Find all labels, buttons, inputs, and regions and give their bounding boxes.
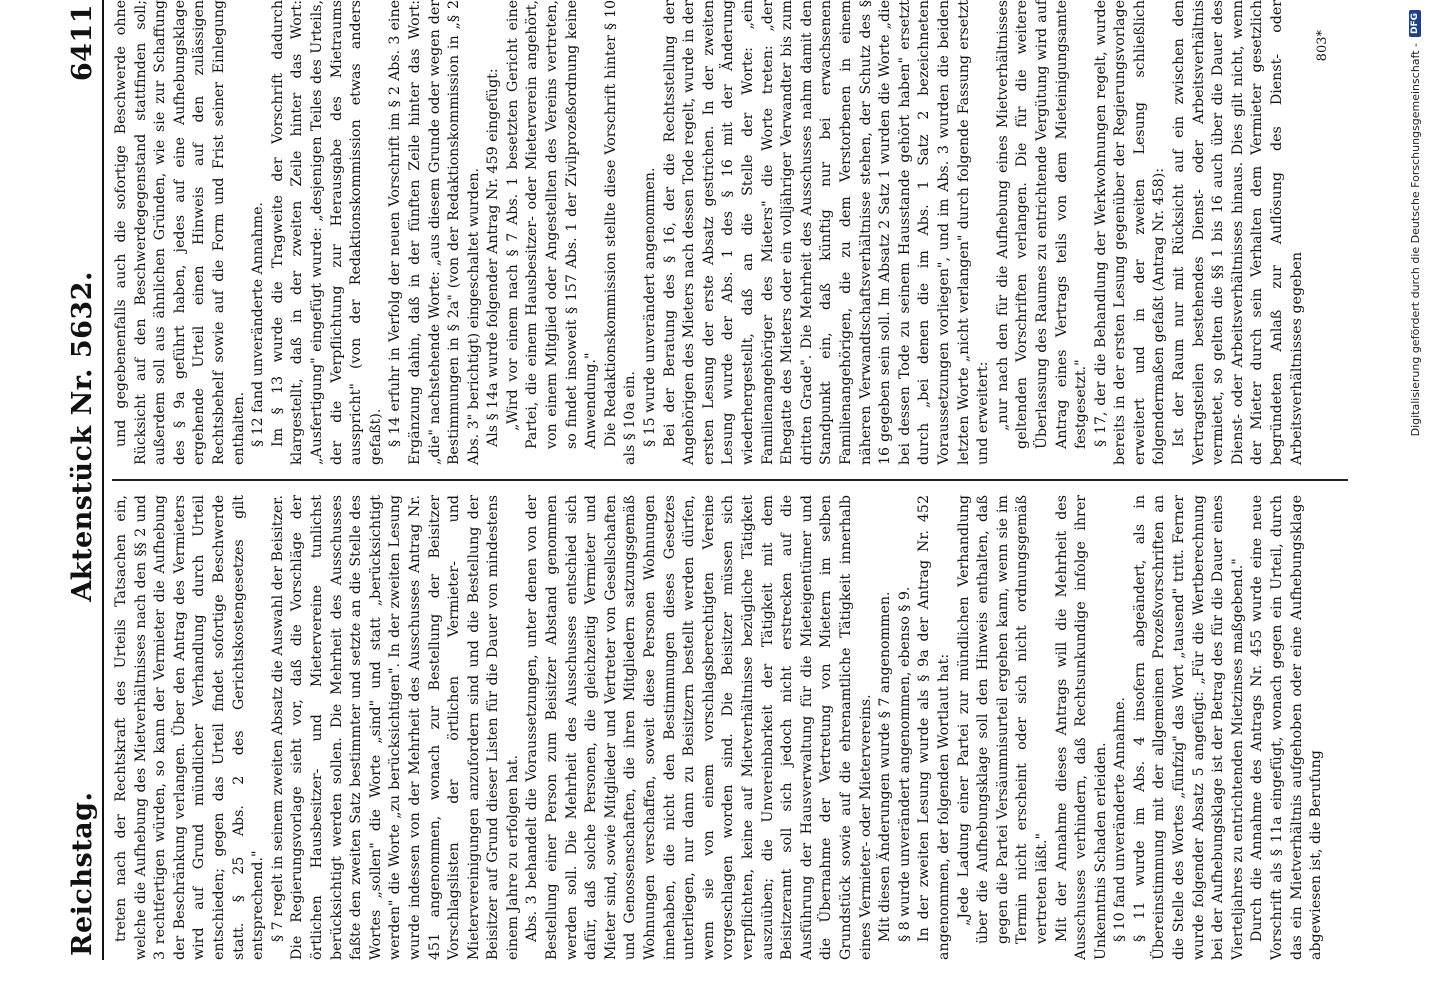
- paragraph: Abs. 3 behandelt die Voraussetzungen, unter denen von der Bestellung einer Person zum Beisitzer Abstand genommen werden soll. Die Mehrheit des Ausschusses entschied sich dafür, daß solche Personen, die gleichzeitig Vermieter und Mieter sind, sowie Mitglieder und Vertreter von Gesellschaften und Genossenschaften, die ihren Mitgliedern satzungsgemäß Wohnungen verschaffen, soweit diese Personen Wohnungen innehaben, die nicht den Bestimmungen dieses Gesetzes unterliegen, nur dann zu Beisitzern bestellt werden dürfen, wenn sie von einem vorschlagsberechtigten Vereine vorgeschlagen worden sind. Die Beisitzer müssen sich verpflichten, keine auf Mietverhältnisse bezügliche Tätigkeit auszuüben; die Unvereinbarkeit der Tätigkeit mit dem Beisitzeramt soll sich jedoch nicht erstrecken auf die Ausführung der Hausverwaltung für die Mieteigentümer und die Übernahme der Vertretung von Mietern im selben Grundstück sowie auf die ehrenamtliche Tätigkeit innerhalb eines Vermieter- oder Mietervereins.: [524, 495, 874, 960]
- paragraph: § 14 erfuhr in Verfolg der neuen Vorschrift im § 2 Abs. 3 eine Ergänzung dahin, daß in der fünften Zeile hinter das Wort: „die" nachstehende Worte: „aus diesem Grunde oder wegen der Bestimmungen in § 2a" (von der Redaktionskommission in „§ 2 Abs. 3" berichtigt) eingeschaltet wurden.: [387, 0, 482, 465]
- paragraph: § 7 regelt in seinem zweiten Absatz die Auswahl der Beisitzer. Die Regierungsvorlage sieht vor, daß die Vorschläge der örtlichen Hausbesitzer- und Mietervereine tunlichst berücksichtigt werden sollen. Die Mehrheit des Ausschusses faßte den zweiten Satz bestimmter und setzte an die Stelle des Wortes „sollen" die Worte „sind" und statt „berücksichtigt werden" die Worte „zu berücksichtigen". In der zweiten Lesung wurde indessen von der Mehrheit des Ausschusses Antrag Nr. 451 angenommen, wonach zur Bestellung der Beisitzer Vorschlagslisten der örtlichen Vermieter- und Mietervereinigungen anzufordern sind und die Bestellung der Beisitzer auf Grund dieser Listen für die Dauer von mindestens einem Jahre zu erfolgen hat.: [269, 495, 521, 960]
- paragraph: Bei der Beratung des § 16, der die Rechtsstellung der Angehörigen des Mieters nach dessen Tode regelt, wurde in der ersten Lesung der erste Absatz gestrichen. In der zweiten Lesung wurde der Abs. 1 des § 16 mit der Änderung wiederhergestellt, daß an die Stelle der Worte: „ein Familienangehöriger des Mieters" die Worte treten: „der Ehegatte des Mieters oder ein volljähriger Verwandter bis zum dritten Grade". Die Mehrheit des Ausschusses nahm damit den Standpunkt ein, daß künftig nur bei erwachsenen Familienangehörigen, die zu dem Verstorbenen in einem näheren Verwandtschaftsverhältnisse stehen, der Schutz des § 16 gegeben sein soll. Im Absatz 2 Satz 1 wurden die Worte „die bei dessen Tode zu seinem Hausstande gehört haben" ersetzt durch „bei denen die im Abs. 1 Satz 2 bezeichneten Voraussetzungen vorliegen", und im Abs. 3 wurden die beiden letzten Worte „nicht verlangen" durch folgende Fassung ersetzt und erweitert:: [661, 0, 992, 465]
- paragraph: „Wird vor einem nach § 7 Abs. 1 besetzten Gericht eine Partei, die einem Hausbesitzer- oder Mieterverein angehört, von einem Mitglied oder Angestellten des Vereins vertreten, so findet insoweit § 157 Abs. 1 der Zivilprozeßordnung keine Anwendung.": [504, 0, 600, 449]
- paragraph: Mit diesen Änderungen wurde § 7 angenommen.: [877, 591, 894, 942]
- paragraph: „Jede Ladung einer Partei zur mündlichen Verhandlung über die Aufhebungsklage soll den Hinweis enthalten, daß gegen die Partei Versäumnisurteil ergehen kann, wenn sie im Termin nicht erscheint oder sich nicht ordnungsgemäß vertreten läßt.": [955, 495, 1050, 944]
- paragraph: „nur nach den für die Aufhebung eines Mietverhältnisses geltenden Vorschriften verlangen. Die für die weitere Überlassung des Raumes zu entrichtende Vergütung wird auf Antrag eines Vertrags teils von dem Mieteinigungsamte festgesetzt.": [994, 0, 1090, 449]
- digitization-text: Digitalisierung gefördert durch die Deutsche Forschungsgemeinschaft -: [1408, 43, 1422, 437]
- paragraph: Ist der Raum nur mit Rücksicht auf ein zwischen den Vertragsteilen bestehendes Dienst- oder Arbeitsverhältnis vermietet, so gelten die §§ 1 bis 16 auch über die Dauer des Dienst- oder Arbeitsverhältnisses hinaus. Dies gilt nicht, wenn der Mieter durch sein Verhalten dem Vermieter gesetzlich begründeten Anlaß zur Auflösung des Dienst- oder Arbeitsverhältnisses gegeben: [1171, 0, 1305, 465]
- page-header: [60, 0, 104, 960]
- paragraph: § 15 wurde unverändert angenommen.: [642, 167, 659, 447]
- paragraph: Mit der Annahme dieses Antrags will die Mehrheit des Ausschusses verhindern, daß Rechtsunkundige infolge ihrer Unkenntnis Schaden erleiden.: [1053, 495, 1109, 960]
- paragraph: § 17, der die Behandlung der Werkwohnungen regelt, wurde bereits in der ersten Lesung gegenüber der Regierungsvorlage erweitert und in der zweiten Lesung schließlich folgendermaßen gefaßt (Antrag Nr. 458):: [1092, 0, 1168, 465]
- header-title: Aktenstück Nr. 5632.: [67, 271, 98, 602]
- left-column: [112, 485, 1348, 960]
- rotated-document-page: [60, 0, 1360, 960]
- paragraph: Als § 14a wurde folgender Antrag Nr. 459 eingefügt:: [485, 68, 502, 447]
- column-rule: [112, 479, 1348, 481]
- paragraph: Durch die Annahme des Antrags Nr. 455 wurde eine neue Vorschrift als § 11a eingefügt, wonach gegen ein Urteil, durch das ein Mietverhältnis aufgehoben oder eine Aufhebungsklage abgewiesen ist, die Berufung: [1249, 495, 1325, 960]
- header-left: Reichstag.: [67, 791, 98, 956]
- paragraph: und gegebenenfalls auch die sofortige Beschwerde ohne Rücksicht auf den Beschwerdegegenstand stattfinden soll; außerdem soll aus ähnlichen Gründen, wie sie zur Schaffung des § 9a geführt haben, jedes auf eine Aufhebungsklage ergehende Urteil einen Hinweis auf den zulässigen Rechtsbehelf sowie auf die Form und Frist seiner Einlegung enthalten.: [113, 0, 247, 465]
- right-column: [112, 0, 1348, 475]
- paragraph: Im § 13 wurde die Tragweite der Vorschrift dadurch klargestellt, daß in der zweiten Zeile hinter das Wort: „Ausfertigung" eingefügt wurde: „desjenigen Teiles des Urteils, der die Verpflichtung zur Herausgabe des Mietraums ausspricht" (von der Redaktionskommission etwas anders gefaßt).: [269, 0, 384, 465]
- text-columns: [112, 0, 1348, 960]
- digitization-note: [1400, 10, 1430, 990]
- paragraph: § 12 fand unveränderte Annahme.: [250, 201, 267, 447]
- paragraph: § 8 wurde unverändert angenommen, ebenso § 9.: [896, 586, 913, 942]
- signature-mark: 803*: [1315, 30, 1331, 62]
- paragraph: Die Redaktionskommission stellte diese Vorschrift hinter § 10 als § 10a ein.: [602, 0, 639, 465]
- paragraph: In der zweiten Lesung wurde als § 9a der Antrag Nr. 452 angenommen, der folgenden Wortlaut hat:: [916, 495, 952, 960]
- paragraph: § 11 wurde im Abs. 4 insofern abgeändert, als in Übereinstimmung mit der allgemeinen Prozeßvorschriften an die Stelle des Wortes „fünfzig" das Wort „tausend" tritt. Ferner wurde folgender Absatz 5 angefügt: „Für die Wertberechnung bei der Aufhebungsklage ist der Betrag des für die Dauer eines Vierteljahres zu entrichtenden Mietzinses maßgebend.": [1131, 495, 1246, 960]
- paragraph: § 10 fand unveränderte Annahme.: [1112, 696, 1129, 942]
- dfg-logo: DFG: [1409, 10, 1421, 37]
- page-number: 6411: [67, 4, 98, 82]
- paragraph: treten nach der Rechtskraft des Urteils Tatsachen ein, welche die Aufhebung des Mietverhältnisses nach den §§ 2 und 3 rechtfertigen würden, so kann der Vermieter die Aufhebung der Beschränkung verlangen. Über den Antrag des Vermieters wird auf Grund mündlicher Verhandlung durch Urteil entschieden; gegen das Urteil findet sofortige Beschwerde statt. § 25 Abs. 2 des Gerichtskostengesetzes gilt entsprechend.": [113, 495, 267, 960]
